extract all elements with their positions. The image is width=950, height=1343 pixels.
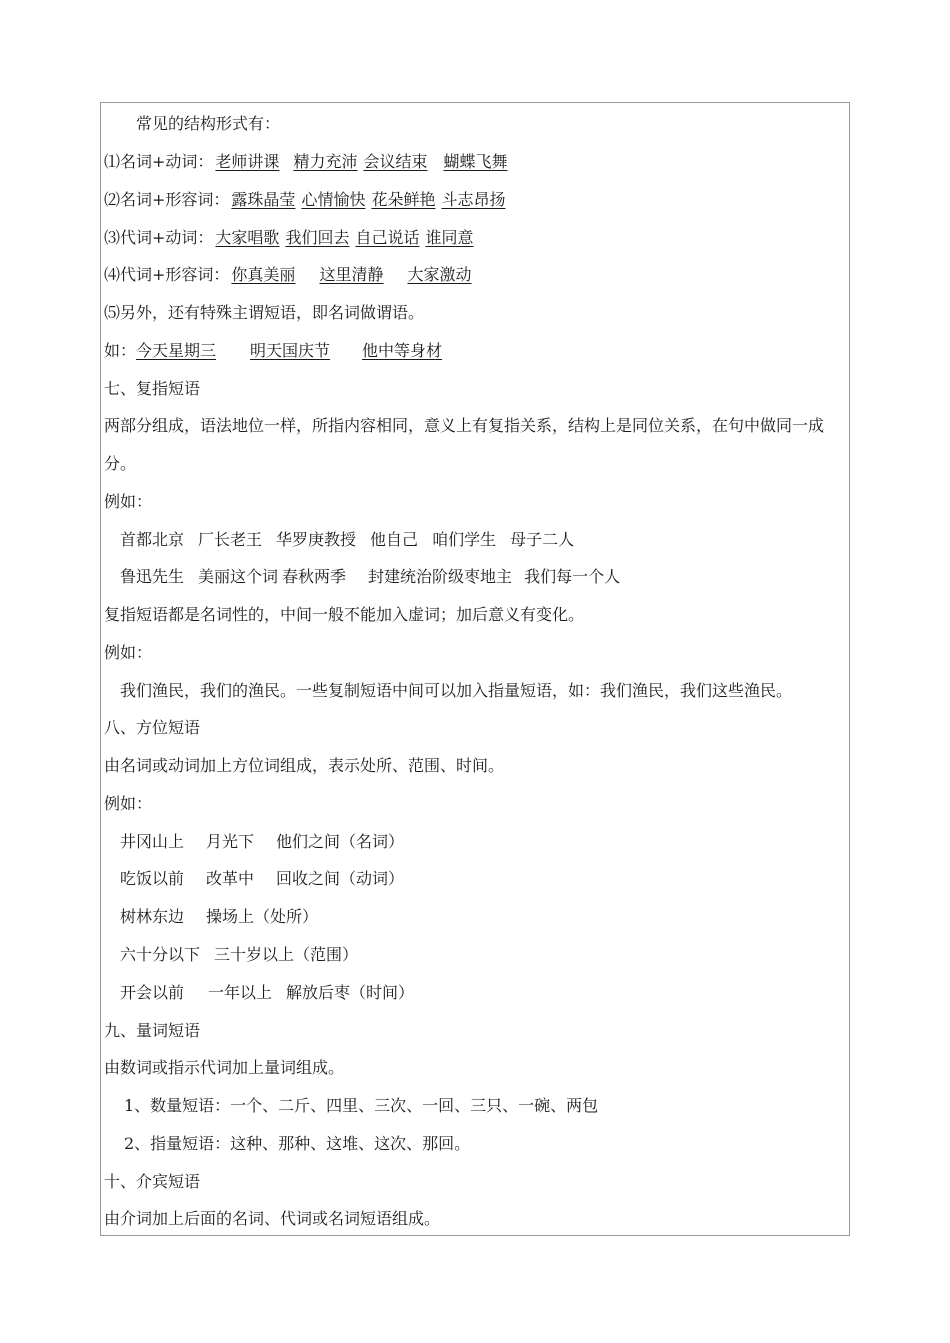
example-item: 一年以上 xyxy=(208,983,273,1002)
section-9-item-1: 1、数量短语：一个、二斤、四里、三次、一回、三只、一碗、两包 xyxy=(124,1096,599,1115)
section-9-item-2: 2、指量短语：这种、那种、这堆、这次、那回。 xyxy=(124,1134,471,1153)
section-7-note: 复指短语都是名词性的，中间一般不能加入虚词；加后意义有变化。 xyxy=(104,605,585,624)
form-2-example: 露珠晶莹 xyxy=(231,190,296,209)
form-5: ⑸另外，还有特殊主谓短语，即名词做谓语。 xyxy=(104,303,425,322)
section-8-row xyxy=(120,869,404,889)
section-7-example-label-2: 例如： xyxy=(104,643,153,662)
example-item: 解放后枣（时间） xyxy=(286,983,415,1002)
section-8-desc: 由名词或动词加上方位词组成，表示处所、范围、时间。 xyxy=(104,756,505,775)
example-item: 六十分以下 xyxy=(120,945,201,964)
section-7-example-label: 例如： xyxy=(104,492,153,511)
section-9-desc: 由数词或指示代词加上量词组成。 xyxy=(104,1058,345,1077)
section-7-title: 七、复指短语 xyxy=(104,379,201,398)
example-item: 首都北京 xyxy=(120,530,185,549)
example-item: 春秋两季 xyxy=(282,567,347,586)
example-item: 操场上（处所） xyxy=(206,907,319,926)
section-7-note-example: 我们渔民，我们的渔民。一些复制短语中间可以加入指量短语，如：我们渔民，我们这些渔民。 xyxy=(120,681,793,700)
section-7-desc-cont: 分。 xyxy=(104,454,137,473)
example-item: 月光下 xyxy=(206,832,255,851)
example-item: 三十岁以上（范围） xyxy=(214,945,359,964)
form-2 xyxy=(104,190,505,210)
example-item: 开会以前 xyxy=(120,983,185,1002)
example-item: 吃饭以前 xyxy=(120,869,185,888)
example-item: 他们之间（名词） xyxy=(276,832,405,851)
form-5-examples xyxy=(104,341,442,361)
form-1-prefix: ⑴名词+动词： xyxy=(104,152,214,171)
form-2-example: 花朵鲜艳 xyxy=(371,190,436,209)
section-8-row xyxy=(120,832,404,852)
form-3-example: 我们回去 xyxy=(285,228,350,247)
example-item: 美丽这个词 xyxy=(198,567,279,586)
form-5-prefix: 如： xyxy=(104,341,137,360)
section-8-row xyxy=(120,907,318,927)
example-item: 改革中 xyxy=(206,869,255,888)
form-2-example: 心情愉快 xyxy=(301,190,366,209)
example-item: 我们每一个人 xyxy=(524,567,621,586)
form-1-example: 会议结束 xyxy=(363,152,428,171)
form-5-example: 明天国庆节 xyxy=(250,341,331,360)
form-4-example: 大家激动 xyxy=(407,265,472,284)
example-item: 回收之间（动词） xyxy=(276,869,405,888)
form-3-example: 大家唱歌 xyxy=(215,228,280,247)
section-10-desc: 由介词加上后面的名词、代词或名词短语组成。 xyxy=(104,1209,441,1228)
section-7-desc: 两部分组成，语法地位一样，所指内容相同，意义上有复指关系，结构上是同位关系，在句中做同一成 xyxy=(104,416,825,435)
example-item: 母子二人 xyxy=(510,530,575,549)
form-2-example: 斗志昂扬 xyxy=(441,190,506,209)
form-4-example: 你真美丽 xyxy=(231,265,296,284)
section-8-example-label: 例如： xyxy=(104,794,153,813)
section-7-examples-row-2 xyxy=(120,567,620,587)
form-5-example: 他中等身材 xyxy=(362,341,443,360)
form-1 xyxy=(104,152,507,172)
form-3-example: 谁同意 xyxy=(425,228,474,247)
section-7-examples-row-1 xyxy=(120,530,574,550)
example-item: 他自己 xyxy=(370,530,419,549)
form-2-prefix: ⑵名词+形容词： xyxy=(104,190,230,209)
form-4 xyxy=(104,265,471,285)
example-item: 华罗庚教授 xyxy=(276,530,357,549)
form-1-example: 老师讲课 xyxy=(215,152,280,171)
intro-text: 常见的结构形式有： xyxy=(136,114,281,133)
section-9-title: 九、量词短语 xyxy=(104,1021,201,1040)
form-3-prefix: ⑶代词+动词： xyxy=(104,228,214,247)
form-3 xyxy=(104,228,473,248)
form-3-example: 自己说话 xyxy=(355,228,420,247)
example-item: 井冈山上 xyxy=(120,832,185,851)
example-item: 鲁迅先生 xyxy=(120,567,185,586)
form-5-example: 今天星期三 xyxy=(136,341,217,360)
form-1-example: 蝴蝶飞舞 xyxy=(443,152,508,171)
form-1-example: 精力充沛 xyxy=(293,152,358,171)
example-item: 厂长老王 xyxy=(198,530,263,549)
section-8-row xyxy=(120,945,358,965)
form-4-example: 这里清静 xyxy=(319,265,384,284)
section-8-title: 八、方位短语 xyxy=(104,718,201,737)
example-item: 咱们学生 xyxy=(432,530,497,549)
section-10-title: 十、介宾短语 xyxy=(104,1172,201,1191)
section-8-row xyxy=(120,983,414,1003)
form-4-prefix: ⑷代词+形容词： xyxy=(104,265,230,284)
example-item: 封建统治阶级枣地主 xyxy=(368,567,513,586)
example-item: 树林东边 xyxy=(120,907,185,926)
